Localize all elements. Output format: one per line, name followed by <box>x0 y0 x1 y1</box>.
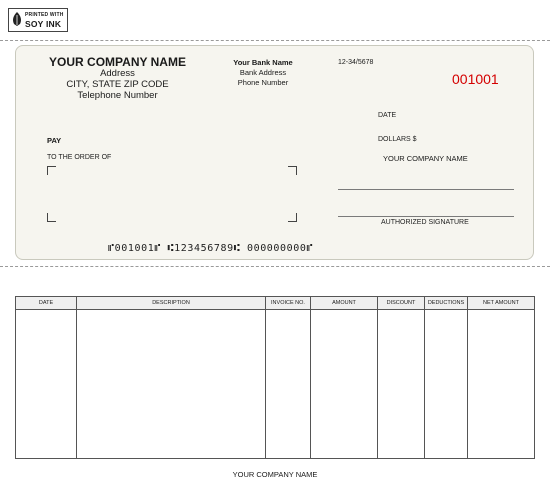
amount-cell <box>311 310 378 459</box>
crop-mark-top-left <box>47 166 56 175</box>
soy-ink-line2: SOY INK <box>25 19 62 29</box>
signature-line-1 <box>338 189 514 190</box>
signature-line-2 <box>338 216 514 217</box>
middle-perforation <box>0 266 550 267</box>
column-header-amount: AMOUNT <box>311 297 378 310</box>
company-city: CITY, STATE ZIP CODE <box>66 79 169 90</box>
deductions-cell <box>425 310 468 459</box>
company-address: Address <box>100 68 135 79</box>
date-label: DATE <box>378 112 397 119</box>
column-header-description: DESCRIPTION <box>77 297 266 310</box>
discount-cell <box>378 310 425 459</box>
soy-ink-line1: PRINTED WITH <box>25 12 64 18</box>
crop-mark-bottom-left <box>47 213 56 222</box>
column-header-net-amount: NET AMOUNT <box>468 297 535 310</box>
invoice-no-cell <box>266 310 311 459</box>
dollars-label: DOLLARS $ <box>378 136 417 143</box>
soy-leaf-icon <box>12 12 22 26</box>
stub-footer-company: YOUR COMPANY NAME <box>232 470 318 479</box>
bank-address: Bank Address <box>239 68 287 77</box>
crop-mark-top-right <box>288 166 297 175</box>
bank-phone: Phone Number <box>237 78 289 87</box>
column-header-invoice-no: INVOICE NO. <box>266 297 311 310</box>
column-header-deductions: DEDUCTIONS <box>425 297 468 310</box>
soy-ink-logo <box>8 8 68 32</box>
authorized-signature-label: AUTHORIZED SIGNATURE <box>381 219 469 226</box>
column-header-date: DATE <box>16 297 77 310</box>
bank-name: Your Bank Name <box>233 58 293 67</box>
check-number: 001001 <box>452 71 499 87</box>
fraction-code: 12-34/5678 <box>338 59 374 66</box>
remittance-table <box>15 296 535 459</box>
net-amount-cell <box>468 310 535 459</box>
table-row <box>16 310 535 459</box>
micr-line: ⑈001001⑈ ⑆123456789⑆ 000000000⑈ <box>108 243 314 254</box>
company-phone: Telephone Number <box>77 90 158 101</box>
company-name: YOUR COMPANY NAME <box>49 55 186 69</box>
crop-mark-bottom-right <box>288 213 297 222</box>
description-cell <box>77 310 266 459</box>
signature-company: YOUR COMPANY NAME <box>383 154 468 163</box>
column-header-discount: DISCOUNT <box>378 297 425 310</box>
top-perforation <box>0 40 550 41</box>
order-label: TO THE ORDER OF <box>47 154 112 161</box>
pay-label: PAY <box>47 136 62 145</box>
bank-block <box>225 58 301 88</box>
company-block <box>40 57 195 101</box>
date-cell <box>16 310 77 459</box>
